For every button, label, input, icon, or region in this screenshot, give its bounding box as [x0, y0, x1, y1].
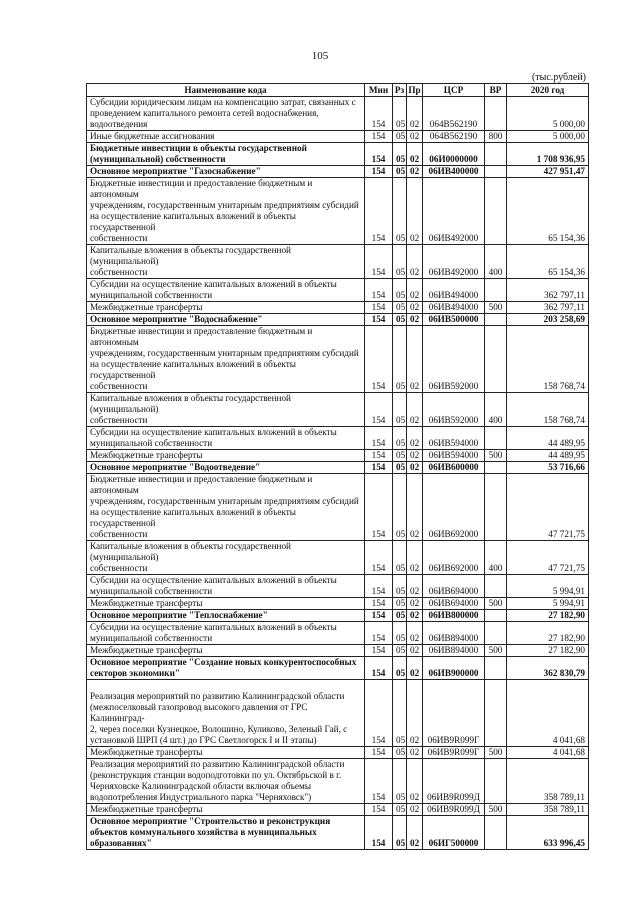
row-vr	[485, 166, 507, 178]
row-rz: 05	[393, 816, 407, 850]
row-name-line: установкой ШРП (4 шт.) до ГРС Светлогорск I и II этапы)	[90, 735, 317, 745]
row-amount: 44 489,95	[507, 450, 589, 462]
row-amount: 27 182,90	[507, 610, 589, 622]
header-name: Наименование кода	[87, 84, 365, 97]
row-pr: 02	[407, 166, 423, 178]
row-vr	[485, 610, 507, 622]
table-row	[87, 166, 589, 178]
row-rz: 05	[393, 645, 407, 657]
header-csr: ЦСР	[423, 84, 485, 97]
row-name-line: учреждениям, государственным унитарным предприятиям субсидий	[90, 200, 359, 210]
row-vr: 800	[485, 131, 507, 143]
row-name-line: учреждениям, государственным унитарным предприятиям субсидий	[90, 496, 359, 506]
table-row	[87, 645, 589, 657]
row-min: 154	[365, 816, 393, 850]
row-name-line: Черняховске Калининградской области включая объемы	[90, 781, 311, 791]
row-vr: 500	[485, 804, 507, 816]
row-name-line: Основное мероприятие "Строительство и реконструкция	[90, 816, 331, 826]
table-row	[87, 450, 589, 462]
row-name-line: Основное мероприятие "Водоснабжение"	[90, 314, 263, 324]
row-name	[87, 575, 365, 598]
row-rz: 05	[393, 804, 407, 816]
row-amount: 47 721,75	[507, 541, 589, 575]
row-amount: 5 000,00	[507, 97, 589, 131]
table-row	[87, 97, 589, 131]
row-csr: 06ИВ592000	[423, 393, 485, 427]
row-min: 154	[365, 97, 393, 131]
row-min: 154	[365, 462, 393, 474]
row-name-line: Основное мероприятие "Газоснабжение"	[90, 166, 261, 176]
row-name-line: учреждениям, государственным унитарным предприятиям субсидий	[90, 348, 359, 358]
table-row	[87, 326, 589, 393]
table-row	[87, 680, 589, 747]
row-name-line: Капитальные вложения в объекты государственной (муниципальной)	[90, 245, 291, 266]
table-row	[87, 462, 589, 474]
row-name-line: Бюджетные инвестиции и предоставление бюджетным и автономным	[90, 326, 313, 347]
row-name-line: секторов экономики"	[90, 668, 180, 678]
row-vr	[485, 474, 507, 541]
row-min: 154	[365, 143, 393, 166]
table-row	[87, 759, 589, 804]
row-pr: 02	[407, 326, 423, 393]
row-rz: 05	[393, 759, 407, 804]
row-csr: 06ИВ800000	[423, 610, 485, 622]
row-min: 154	[365, 610, 393, 622]
page-number: 105	[311, 50, 329, 62]
row-name-line: Субсидии на осуществление капитальных вложений в объекты	[90, 427, 337, 437]
row-csr: 06ИВ500000	[423, 314, 485, 326]
row-vr: 400	[485, 245, 507, 279]
row-name	[87, 680, 365, 747]
row-pr: 02	[407, 804, 423, 816]
row-min: 154	[365, 314, 393, 326]
row-name	[87, 747, 365, 759]
table-row	[87, 427, 589, 450]
row-vr: 500	[485, 645, 507, 657]
row-name-line: Межбюджетные трансферты	[90, 450, 203, 460]
row-amount: 362 797,11	[507, 302, 589, 314]
row-min: 154	[365, 804, 393, 816]
row-pr: 02	[407, 131, 423, 143]
row-name-line: муниципальной собственности	[90, 290, 213, 300]
row-rz: 05	[393, 657, 407, 680]
row-vr: 500	[485, 450, 507, 462]
table-row	[87, 245, 589, 279]
row-name-line: Основное мероприятие "Водоотведение"	[90, 462, 261, 472]
table-row	[87, 393, 589, 427]
row-csr: 06ИВ894000	[423, 622, 485, 645]
row-rz: 05	[393, 97, 407, 131]
table-header-row	[87, 84, 589, 97]
row-name	[87, 816, 365, 850]
row-pr: 02	[407, 598, 423, 610]
table-row	[87, 279, 589, 302]
row-name	[87, 131, 365, 143]
header-year: 2020 год	[507, 84, 589, 97]
row-rz: 05	[393, 143, 407, 166]
units-note: (тыс.рублей)	[531, 72, 586, 83]
row-amount: 1 708 936,95	[507, 143, 589, 166]
row-csr: 06ИВ9R099Д	[423, 759, 485, 804]
table-row	[87, 598, 589, 610]
row-pr: 02	[407, 314, 423, 326]
row-name-line: муниципальной собственности	[90, 633, 213, 643]
row-name-line: (реконструкция станции водоподготовки по ул. Октябрьской в г.	[90, 770, 342, 780]
row-amount: 362 830,79	[507, 657, 589, 680]
row-min: 154	[365, 450, 393, 462]
row-rz: 05	[393, 166, 407, 178]
row-vr	[485, 427, 507, 450]
row-amount: 65 154,36	[507, 178, 589, 245]
row-name-line: собственности	[90, 267, 148, 277]
row-rz: 05	[393, 575, 407, 598]
row-amount: 4 041,68	[507, 680, 589, 747]
row-vr	[485, 462, 507, 474]
row-min: 154	[365, 645, 393, 657]
row-name-line: объектов коммунального хозяйства в муниципальных	[90, 827, 317, 837]
row-name-line: Бюджетные инвестиции и предоставление бюджетным и автономным	[90, 474, 313, 495]
row-vr	[485, 622, 507, 645]
row-rz: 05	[393, 450, 407, 462]
row-name	[87, 450, 365, 462]
row-name-line: Межбюджетные трансферты	[90, 598, 203, 608]
row-csr: 06ИВ592000	[423, 326, 485, 393]
row-name	[87, 610, 365, 622]
row-min: 154	[365, 279, 393, 302]
row-amount: 358 789,11	[507, 759, 589, 804]
row-pr: 02	[407, 680, 423, 747]
row-name	[87, 645, 365, 657]
row-csr: 06ИВ9R099Г	[423, 747, 485, 759]
row-name-line: Межбюджетные трансферты	[90, 302, 203, 312]
row-name-line: Капитальные вложения в объекты государственной (муниципальной)	[90, 541, 291, 562]
row-name-line: собственности	[90, 381, 148, 391]
row-name	[87, 474, 365, 541]
row-rz: 05	[393, 427, 407, 450]
row-pr: 02	[407, 97, 423, 131]
row-amount: 633 996,45	[507, 816, 589, 850]
table-row	[87, 131, 589, 143]
row-rz: 05	[393, 302, 407, 314]
row-min: 154	[365, 598, 393, 610]
row-name-line: Межбюджетные трансферты	[90, 804, 203, 814]
row-name-line: муниципальной собственности	[90, 586, 213, 596]
row-amount: 53 716,66	[507, 462, 589, 474]
row-vr	[485, 575, 507, 598]
row-min: 154	[365, 427, 393, 450]
row-amount: 158 768,74	[507, 393, 589, 427]
row-min: 154	[365, 166, 393, 178]
row-name-line: Субсидии на осуществление капитальных вложений в объекты	[90, 575, 337, 585]
row-name-line	[90, 680, 361, 691]
row-rz: 05	[393, 474, 407, 541]
row-name-line: на осуществление капитальных вложений в объекты государственной	[90, 211, 296, 232]
table-row	[87, 474, 589, 541]
row-min: 154	[365, 393, 393, 427]
table-row	[87, 575, 589, 598]
table-row	[87, 541, 589, 575]
row-pr: 02	[407, 279, 423, 302]
row-amount: 427 951,47	[507, 166, 589, 178]
row-name-line: 2, через поселки Кузнецкое, Волошино, Куликово, Зеленый Гай, с	[90, 724, 348, 734]
row-csr: 06И0000000	[423, 143, 485, 166]
row-pr: 02	[407, 575, 423, 598]
row-min: 154	[365, 245, 393, 279]
table-row	[87, 302, 589, 314]
row-amount: 4 041,68	[507, 747, 589, 759]
row-name	[87, 598, 365, 610]
row-name-line: Бюджетные инвестиции в объекты государственной	[90, 143, 307, 153]
row-name	[87, 622, 365, 645]
header-pr: Пр	[408, 85, 421, 95]
row-csr: 06ИВ9R099Г	[423, 680, 485, 747]
row-name-line: образованиях"	[90, 838, 152, 848]
row-name-line: (межпоселковый газопровод высокого давления от ГРС Калининград-	[90, 702, 308, 723]
row-vr: 500	[485, 598, 507, 610]
row-name-line: водоотведения	[90, 119, 148, 129]
row-pr: 02	[407, 759, 423, 804]
row-name-line: Реализация мероприятий по развитию Калининградской области	[90, 691, 345, 701]
row-csr: 06ИВ400000	[423, 166, 485, 178]
row-csr: 06ИВ694000	[423, 598, 485, 610]
row-pr: 02	[407, 645, 423, 657]
row-vr: 400	[485, 541, 507, 575]
row-rz: 05	[393, 245, 407, 279]
row-vr: 500	[485, 747, 507, 759]
row-rz: 05	[393, 462, 407, 474]
row-pr: 02	[407, 610, 423, 622]
row-name-line: Капитальные вложения в объекты государственной (муниципальной)	[90, 393, 291, 414]
row-name	[87, 166, 365, 178]
row-pr: 02	[407, 622, 423, 645]
row-pr: 02	[407, 657, 423, 680]
row-amount: 27 182,90	[507, 645, 589, 657]
row-name-line: собственности	[90, 563, 148, 573]
row-rz: 05	[393, 279, 407, 302]
row-name-line: Субсидии на осуществление капитальных вложений в объекты	[90, 622, 337, 632]
row-rz: 05	[393, 622, 407, 645]
row-name	[87, 143, 365, 166]
row-name	[87, 314, 365, 326]
row-min: 154	[365, 575, 393, 598]
row-rz: 05	[393, 541, 407, 575]
row-vr	[485, 816, 507, 850]
row-rz: 05	[393, 610, 407, 622]
header-min: Мин	[365, 84, 393, 97]
row-amount: 47 721,75	[507, 474, 589, 541]
row-amount: 44 489,95	[507, 427, 589, 450]
row-csr: 06ИВ494000	[423, 279, 485, 302]
row-name-line: Основное мероприятие "Создание новых конкурентоспособных	[90, 657, 357, 667]
row-csr: 06ИВ692000	[423, 541, 485, 575]
row-min: 154	[365, 131, 393, 143]
row-pr: 02	[407, 178, 423, 245]
row-vr	[485, 178, 507, 245]
row-vr	[485, 326, 507, 393]
table-body	[87, 97, 589, 850]
row-csr: 064B562190	[423, 131, 485, 143]
row-csr: 06ИВ900000	[423, 657, 485, 680]
row-name	[87, 302, 365, 314]
row-rz: 05	[393, 680, 407, 747]
row-min: 154	[365, 759, 393, 804]
row-csr: 06ИВ492000	[423, 178, 485, 245]
row-pr: 02	[407, 541, 423, 575]
row-name	[87, 245, 365, 279]
row-csr: 06ИВ494000	[423, 302, 485, 314]
table-row	[87, 657, 589, 680]
row-rz: 05	[393, 393, 407, 427]
row-name-line: собственности	[90, 233, 148, 243]
row-rz: 05	[393, 178, 407, 245]
row-name	[87, 97, 365, 131]
row-name-line: Основное мероприятие "Теплоснабжение"	[90, 610, 268, 620]
row-name-line: Реализация мероприятий по развитию Калининградской области	[90, 759, 345, 769]
row-name-line: собственности	[90, 529, 148, 539]
row-pr: 02	[407, 816, 423, 850]
row-name-line: водопотребления Индустриального парка "Черняховск")	[90, 792, 312, 802]
table-row	[87, 622, 589, 645]
table-row	[87, 747, 589, 759]
row-amount: 27 182,90	[507, 622, 589, 645]
row-pr: 02	[407, 302, 423, 314]
row-rz: 05	[393, 131, 407, 143]
row-name	[87, 393, 365, 427]
row-vr	[485, 279, 507, 302]
row-name	[87, 178, 365, 245]
row-csr: 06ИВ600000	[423, 462, 485, 474]
row-csr: 06ИВ492000	[423, 245, 485, 279]
row-name-line: Межбюджетные трансферты	[90, 747, 203, 757]
row-name	[87, 427, 365, 450]
row-min: 154	[365, 178, 393, 245]
row-min: 154	[365, 622, 393, 645]
row-csr: 06ИВ594000	[423, 427, 485, 450]
row-csr: 06ИВ692000	[423, 474, 485, 541]
row-vr	[485, 759, 507, 804]
row-amount: 358 789,11	[507, 804, 589, 816]
table-row	[87, 610, 589, 622]
row-rz: 05	[393, 314, 407, 326]
row-pr: 02	[407, 747, 423, 759]
row-pr: 02	[407, 393, 423, 427]
row-name	[87, 804, 365, 816]
row-name-line: муниципальной собственности	[90, 438, 213, 448]
row-amount: 5 000,00	[507, 131, 589, 143]
row-min: 154	[365, 302, 393, 314]
row-amount: 5 994,91	[507, 598, 589, 610]
row-name-line: Иные бюджетные ассигнования	[90, 131, 215, 141]
row-name-line: проведением капитального ремонта сетей водоснабжения,	[90, 108, 319, 118]
header-vr: ВР	[485, 84, 507, 97]
row-name-line: Межбюджетные трансферты	[90, 645, 203, 655]
row-name	[87, 279, 365, 302]
row-rz: 05	[393, 747, 407, 759]
row-csr: 06ИВ894000	[423, 645, 485, 657]
row-pr: 02	[407, 143, 423, 166]
row-pr: 02	[407, 474, 423, 541]
row-name	[87, 541, 365, 575]
row-rz: 05	[393, 326, 407, 393]
row-rz: 05	[393, 598, 407, 610]
row-amount: 203 258,69	[507, 314, 589, 326]
table-row	[87, 804, 589, 816]
row-name-line: Субсидии юридическим лицам на компенсацию затрат, связанных с	[90, 97, 356, 107]
row-min: 154	[365, 326, 393, 393]
table-row	[87, 314, 589, 326]
row-name	[87, 657, 365, 680]
row-min: 154	[365, 747, 393, 759]
row-vr: 400	[485, 393, 507, 427]
row-csr: 06ИВ9R099Д	[423, 804, 485, 816]
row-name-line: собственности	[90, 415, 148, 425]
row-name	[87, 326, 365, 393]
table-row	[87, 178, 589, 245]
row-vr	[485, 97, 507, 131]
row-name-line: на осуществление капитальных вложений в объекты государственной	[90, 359, 296, 380]
row-min: 154	[365, 541, 393, 575]
row-name-line: Субсидии на осуществление капитальных вложений в объекты	[90, 279, 337, 289]
row-name-line: на осуществление капитальных вложений в объекты государственной	[90, 507, 296, 528]
row-vr	[485, 657, 507, 680]
row-pr: 02	[407, 450, 423, 462]
row-name-line: Бюджетные инвестиции и предоставление бюджетным и автономным	[90, 178, 313, 199]
row-csr: 06ИГ500000	[423, 816, 485, 850]
row-pr: 02	[407, 427, 423, 450]
row-pr: 02	[407, 245, 423, 279]
row-name	[87, 759, 365, 804]
row-vr	[485, 143, 507, 166]
row-vr	[485, 680, 507, 747]
row-amount: 362 797,11	[507, 279, 589, 302]
row-name	[87, 462, 365, 474]
header-rz: Рз	[393, 84, 407, 97]
row-amount: 65 154,36	[507, 245, 589, 279]
row-vr: 500	[485, 302, 507, 314]
table-row	[87, 143, 589, 166]
table-row	[87, 816, 589, 850]
row-amount: 158 768,74	[507, 326, 589, 393]
row-min: 154	[365, 657, 393, 680]
row-min: 154	[365, 474, 393, 541]
row-min: 154	[365, 680, 393, 747]
row-vr	[485, 314, 507, 326]
row-csr: 06ИВ694000	[423, 575, 485, 598]
row-pr: 02	[407, 462, 423, 474]
row-csr: 064B562190	[423, 97, 485, 131]
row-name-line: (муниципальной) собственности	[90, 154, 226, 164]
row-amount: 5 994,91	[507, 575, 589, 598]
budget-table	[86, 83, 589, 850]
row-csr: 06ИВ594000	[423, 450, 485, 462]
